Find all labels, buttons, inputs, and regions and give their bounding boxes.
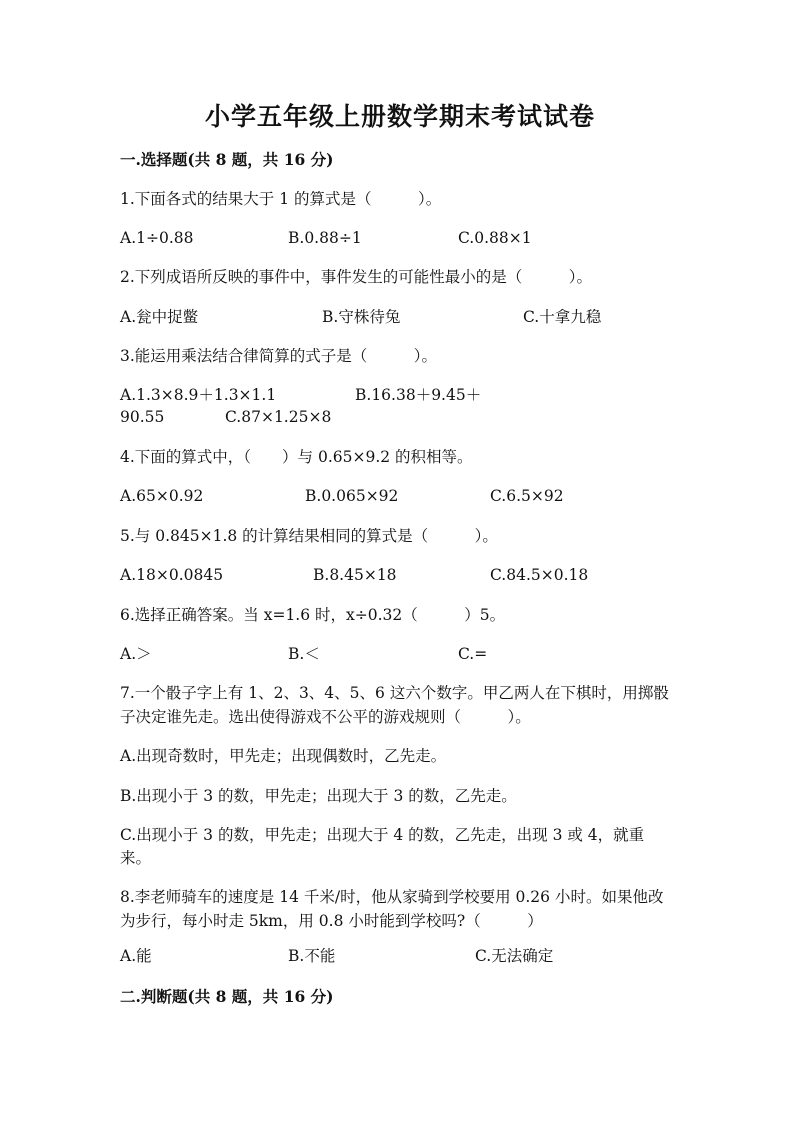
option-b: B.0.065×92 [305,487,399,505]
option-b: B.16.38＋9.45＋ [355,386,482,404]
question-8-line-2: 为步行，每小时走 5km，用 0.8 小时能到学校吗?（ ） [120,912,543,930]
option-a: A.18×0.0845 [120,566,224,584]
question-7-option-c-continued: 来。 [120,849,152,867]
option-b: B.＜ [288,645,320,663]
option-b: B.守株待兔 [322,308,401,326]
option-a: A.65×0.92 [120,487,204,505]
option-c: C.6.5×92 [490,487,564,505]
option-a: A.1.3×8.9＋1.3×1.1 [120,386,277,404]
question-7-option-a: A.出现奇数时，甲先走；出现偶数时，乙先走。 [120,747,447,765]
option-b: B.0.88÷1 [288,229,362,247]
question-7-option-c: C.出现小于 3 的数，甲先走；出现大于 4 的数，乙先走，出现 3 或 4，就重 [120,826,645,844]
question-3-options [120,383,690,407]
question-5-options [120,563,690,587]
option-b: B.不能 [288,947,336,965]
question-1-options [120,226,690,250]
option-c: C.84.5×0.18 [490,566,589,584]
question-4: 4.下面的算式中，（ ）与 0.65×9.2 的积相等。 [120,448,473,466]
section-heading-judgement: 二.判断题(共 8 题，共 16 分) [120,987,334,1006]
option-a: A.1÷0.88 [120,229,194,247]
page-title: 小学五年级上册数学期末考试试卷 [204,102,595,131]
question-5: 5.与 0.845×1.8 的计算结果相同的算式是（ ）。 [120,527,498,545]
question-7-option-b: B.出现小于 3 的数，甲先走；出现大于 3 的数，乙先走。 [120,787,517,805]
option-c: C.0.88×1 [458,229,532,247]
option-c: C.87×1.25×8 [225,408,332,426]
option-c: C.无法确定 [475,947,554,965]
question-7 [120,681,690,729]
section-heading-choice: 一.选择题(共 8 题，共 16 分) [120,150,334,169]
option-b: B.8.45×18 [313,566,397,584]
question-7-line-2: 子决定谁先走。选出使得游戏不公平的游戏规则（ ）。 [120,708,531,726]
question-3-options-line2 [120,405,690,429]
question-3: 3.能运用乘法结合律简算的式子是（ ）。 [120,347,438,365]
question-1: 1.下面各式的结果大于 1 的算式是（ ）。 [120,190,442,208]
question-8 [120,885,690,933]
option-a: A.能 [120,947,152,965]
question-4-options [120,484,690,508]
question-2-options [120,305,690,329]
option-c: C.= [458,645,488,663]
option-a: A.瓮中捉鳖 [120,308,199,326]
question-6: 6.选择正确答案。当 x=1.6 时，x÷0.32（ ）5。 [120,606,506,624]
question-8-line-1: 8.李老师骑车的速度是 14 千米/时，他从家骑到学校要用 0.26 小时。如果他改 [120,888,664,906]
option-a: A.＞ [120,645,152,663]
question-7-line-1: 7.一个骰子字上有 1、2、3、4、5、6 这六个数字。甲乙两人在下棋时，用掷骰 [120,684,669,702]
question-2: 2.下列成语所反映的事件中，事件发生的可能性最小的是（ ）。 [120,268,593,286]
option-b-continued: 90.55 [120,408,165,426]
question-6-options [120,642,690,666]
option-c: C.十拿九稳 [523,308,602,326]
question-8-options [120,944,690,968]
